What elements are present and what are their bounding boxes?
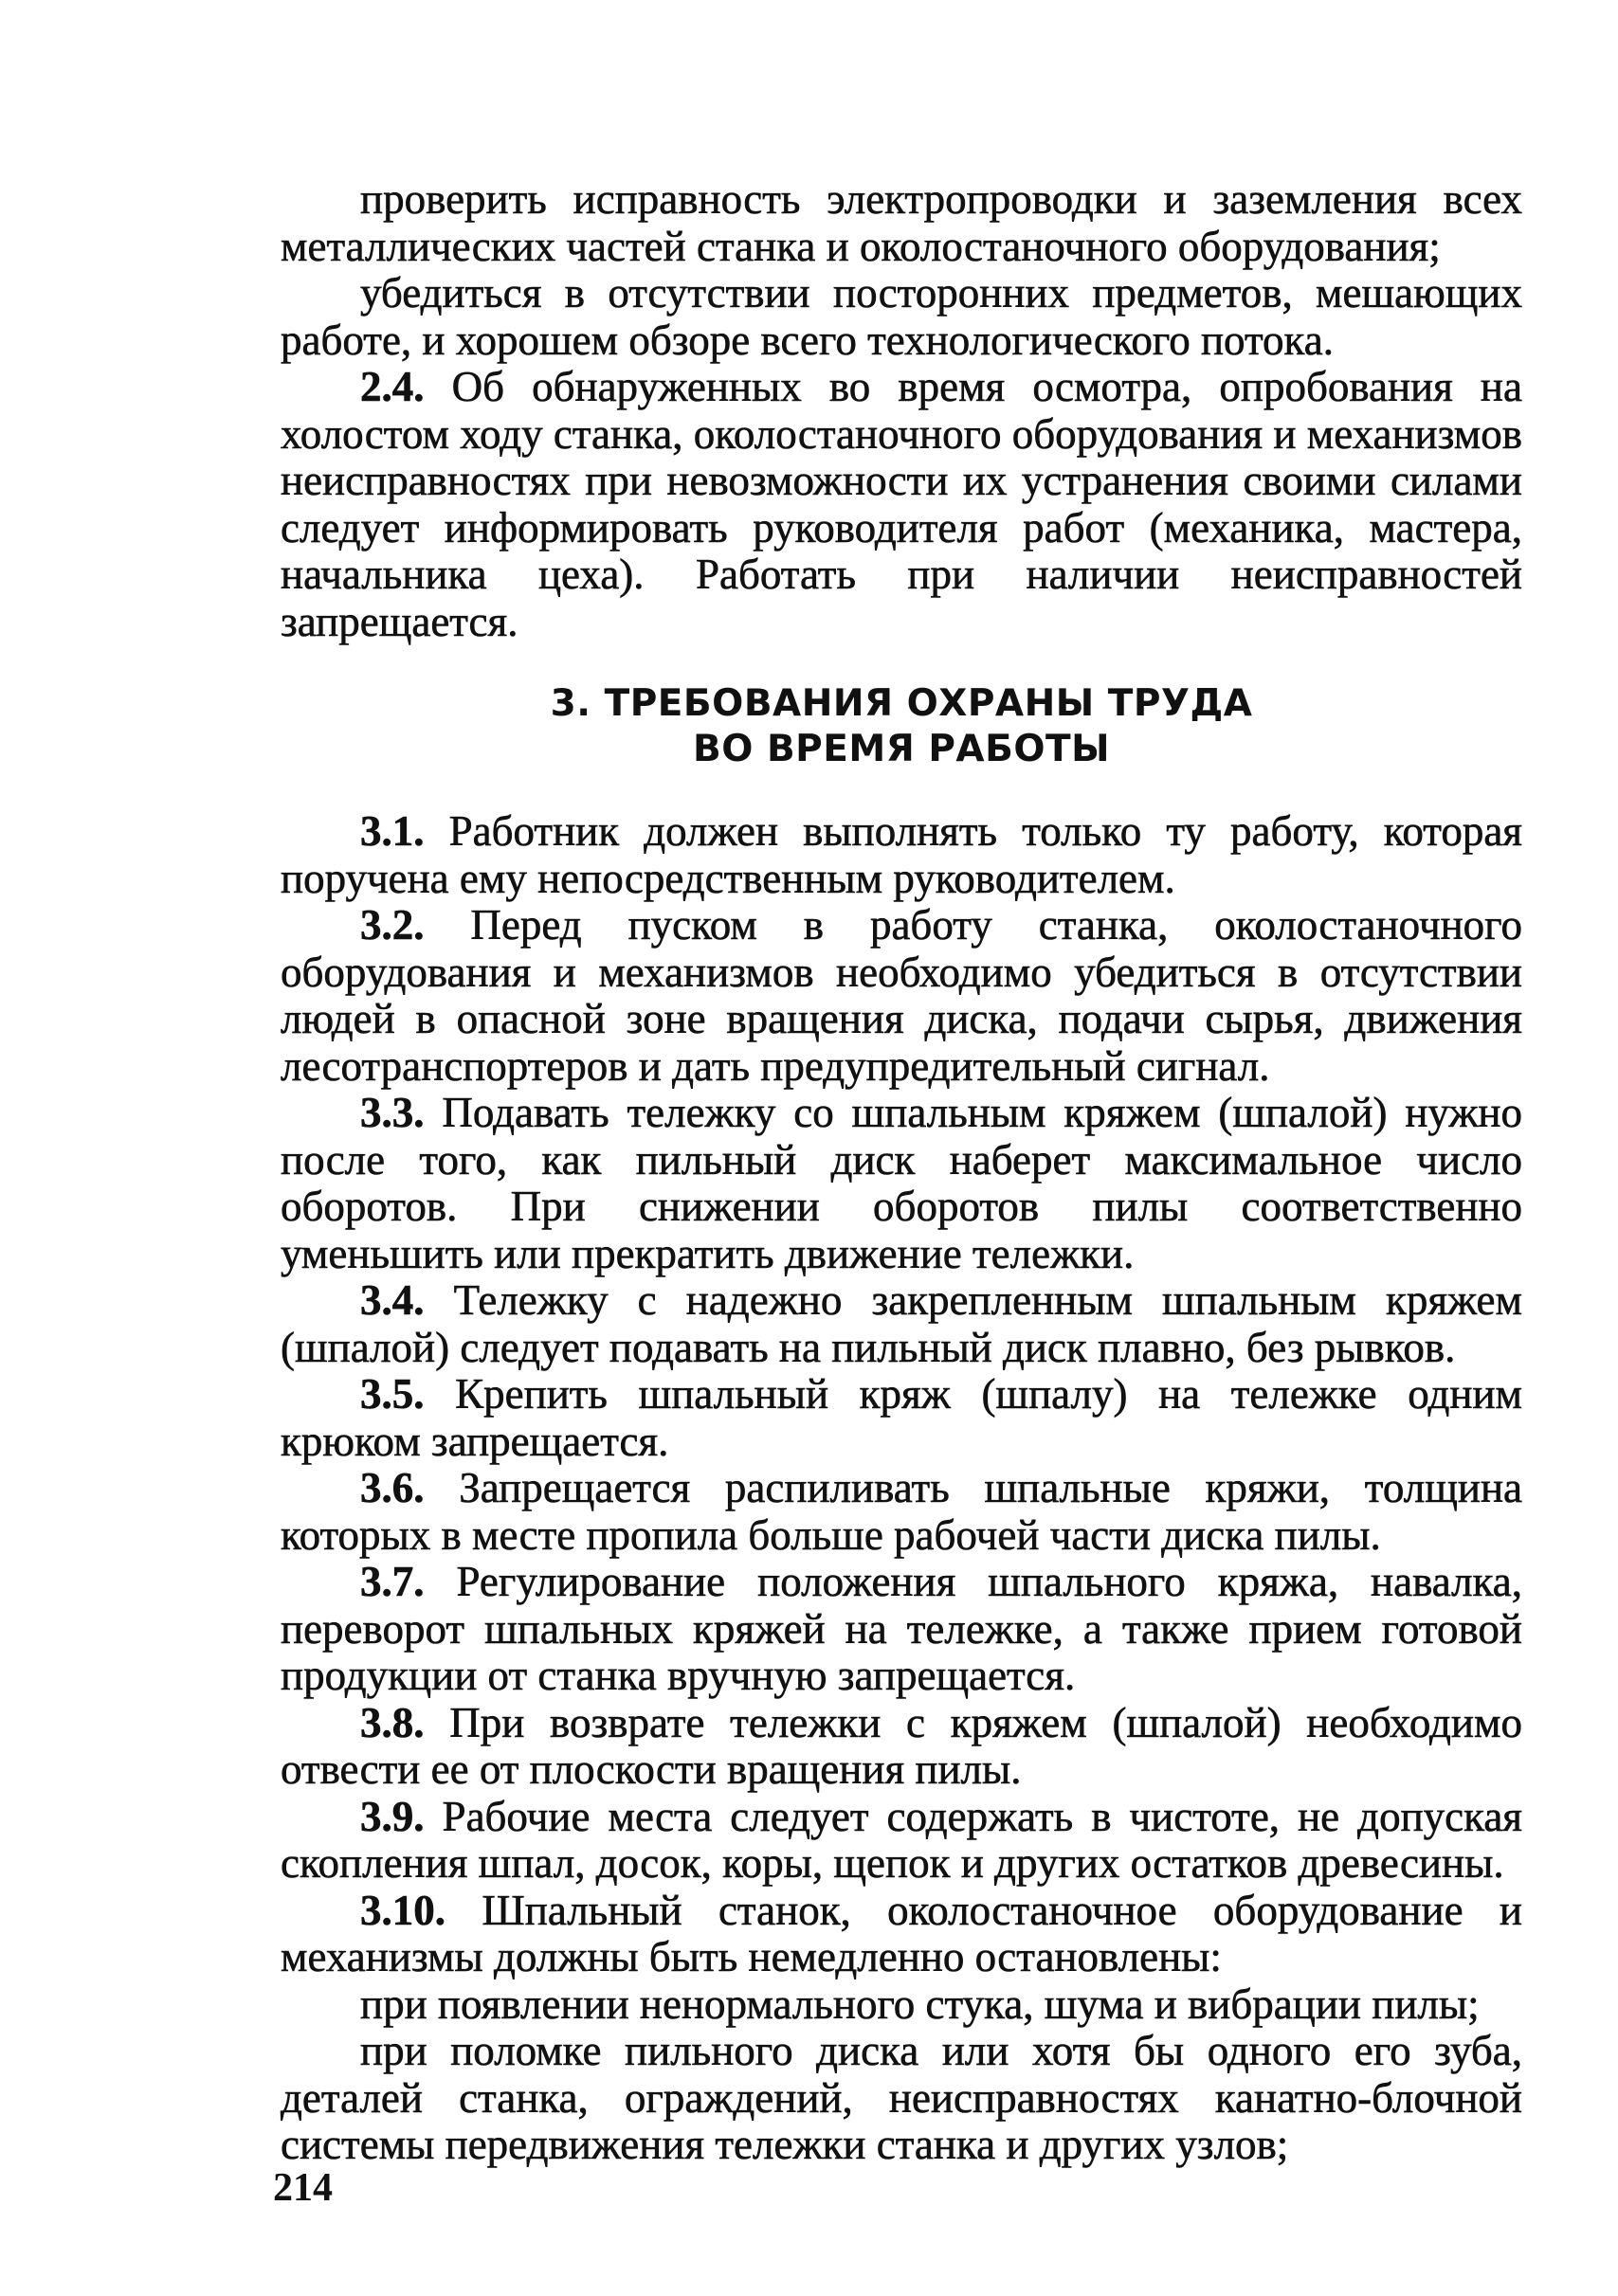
paragraph-text: проверить исправность электропроводки и заземления всех металлических частей станка и околостаночного оборудования; xyxy=(281,175,1522,270)
paragraph-text: при поломке пильного диска или хотя бы одного его зуба, деталей станка, ограждений, неисправностях канатно-блочной системы передвижения тележки станка и других узлов; xyxy=(281,2027,1522,2168)
paragraph xyxy=(281,1465,1522,1559)
paragraph xyxy=(281,808,1522,902)
paragraph-text: Крепить шпальный кряж (шпалу) на тележке одним крюком запрещается. xyxy=(281,1370,1522,1465)
paragraph-text: Запрещается распиливать шпальные кряжи, толщина которых в месте пропила больше рабочей части диска пилы. xyxy=(281,1464,1522,1559)
paragraph xyxy=(281,1981,1522,2029)
paragraph-text: при появлении ненормального стука, шума и вибрации пилы; xyxy=(360,1980,1480,2028)
paragraph xyxy=(281,176,1522,270)
paragraph-text: Работник должен выполнять только ту работу, которая поручена ему непосредственным руководителем. xyxy=(281,807,1522,902)
paragraph xyxy=(281,2028,1522,2169)
paragraph-number: 3.4. xyxy=(360,1276,425,1324)
paragraph-text: убедиться в отсутствии посторонних предметов, мешающих работе, и хорошем обзоре всего технологического потока. xyxy=(281,269,1522,364)
paragraph xyxy=(281,1090,1522,1277)
page-number: 214 xyxy=(273,2166,333,2210)
section-heading-line-1: 3. ТРЕБОВАНИЯ ОХРАНЫ ТРУДА xyxy=(550,682,1253,725)
paragraph xyxy=(281,1794,1522,1888)
paragraph-text: Перед пуском в работу станка, околостаночного оборудования и механизмов необходимо убедиться в отсутствии людей в опасной зоне вращения диска, подачи сырья, движения лесотранспортеров и дать предупредительный сигнал. xyxy=(281,901,1522,1090)
section-heading-line-2: ВО ВРЕМЯ РАБОТЫ xyxy=(693,728,1110,770)
paragraph xyxy=(281,270,1522,364)
document-page xyxy=(281,176,1522,2169)
paragraph-number: 2.4. xyxy=(360,363,425,410)
paragraph-text: Тележку с надежно закрепленным шпальным кряжем (шпалой) следует подавать на пильный диск плавно, без рывков. xyxy=(281,1276,1522,1371)
paragraph xyxy=(281,1888,1522,1981)
paragraph-text: Подавать тележку со шпальным кряжем (шпалой) нужно после того, как пильный диск наберет максимальное число оборотов. При снижении оборотов пилы соответственно уменьшить или прекратить движение тележки. xyxy=(281,1089,1522,1277)
paragraph xyxy=(281,902,1522,1090)
paragraph-number: 3.2. xyxy=(360,901,425,949)
paragraph xyxy=(281,1277,1522,1371)
paragraph-text: При возврате тележки с кряжем (шпалой) необходимо отвести ее от плоскости вращения пилы. xyxy=(281,1698,1522,1793)
section-heading xyxy=(281,681,1522,772)
paragraph-number: 3.7. xyxy=(360,1558,425,1605)
paragraph-number: 3.6. xyxy=(360,1464,425,1511)
paragraph xyxy=(281,1371,1522,1465)
paragraph-number: 3.3. xyxy=(360,1089,425,1136)
paragraph-text: Рабочие места следует содержать в чистоте, не допуская скопления шпал, досок, коры, щепок и других остатков древесины. xyxy=(281,1792,1522,1887)
paragraph-number: 3.1. xyxy=(360,807,425,855)
paragraph-number: 3.9. xyxy=(360,1792,425,1840)
paragraph-text: Об обнаруженных во время осмотра, опробования на холостом ходу станка, околостаночного оборудования и механизмов неисправностях при невозможности их устранения своими силами следует информировать руководителя работ (механика, мастера, начальника цеха). Работать при наличии неисправностей запрещается. xyxy=(281,363,1522,645)
paragraph xyxy=(281,1559,1522,1700)
paragraph-text: Шпальный станок, околостаночное оборудование и механизмы должны быть немедленно остановлены: xyxy=(281,1886,1522,1980)
paragraph-number: 3.10. xyxy=(360,1886,445,1934)
paragraph-number: 3.8. xyxy=(360,1698,425,1746)
paragraph-text: Регулирование положения шпального кряжа, навалка, переворот шпальных кряжей на тележке, а также прием готовой продукции от станка вручную запрещается. xyxy=(281,1558,1522,1699)
paragraph xyxy=(281,364,1522,645)
paragraph xyxy=(281,1700,1522,1794)
paragraph-number: 3.5. xyxy=(360,1370,425,1418)
